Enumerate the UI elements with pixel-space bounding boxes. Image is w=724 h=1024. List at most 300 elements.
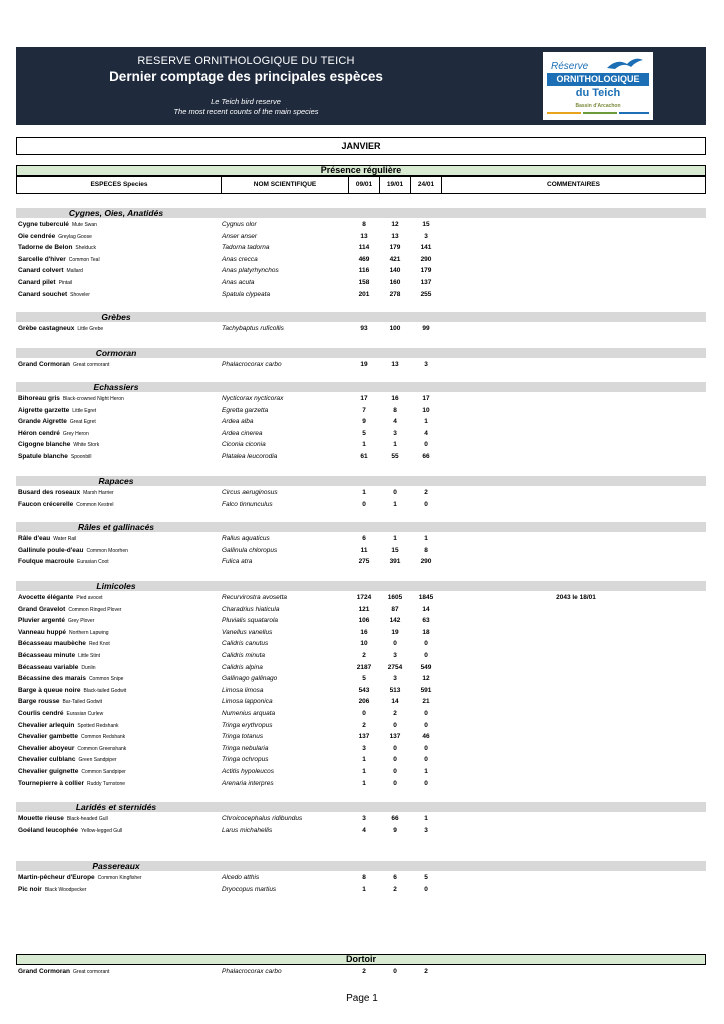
scientific-name: Actitis hypoleucos xyxy=(222,768,275,775)
count-date-3: 5 xyxy=(424,874,428,881)
species-french: Oie cendrée xyxy=(18,232,56,240)
count-date-1: 1 xyxy=(362,885,366,893)
count-date-3: 549 xyxy=(420,663,432,671)
count-date-2: 66 xyxy=(391,815,399,822)
page-number: Page 1 xyxy=(346,993,378,1004)
table-row xyxy=(16,359,706,370)
count-date-1: 11 xyxy=(360,546,368,554)
count-date-2: 1 xyxy=(393,535,397,542)
count-date-3: 0 xyxy=(424,721,428,729)
count-date-3: 17 xyxy=(422,395,430,402)
species-english: Common Redshank xyxy=(80,734,126,741)
category-header xyxy=(16,348,706,358)
scientific-name: Tringa erythropus xyxy=(222,721,273,729)
count-date-3: 0 xyxy=(424,885,428,893)
species-name xyxy=(18,825,122,837)
species-english: Common Kestrel xyxy=(76,501,114,508)
species-english: Green Sandpiper xyxy=(78,757,117,764)
species-name xyxy=(18,265,83,277)
count-date-2: 1 xyxy=(393,441,397,449)
column-date-1: 09/01 xyxy=(349,177,380,193)
scientific-name: Platalea leucorodia xyxy=(222,453,278,460)
count-date-3: 3 xyxy=(424,826,428,834)
species-name xyxy=(18,673,123,685)
species-name xyxy=(18,416,96,428)
table-row xyxy=(16,439,706,450)
species-french: Tadorne de Belon xyxy=(18,244,73,252)
scientific-name: Ciconia ciconia xyxy=(222,441,266,449)
species-english: Grey Plover xyxy=(67,618,95,625)
species-name xyxy=(18,393,124,405)
species-name xyxy=(18,696,102,708)
count-date-1: 114 xyxy=(358,244,370,252)
count-date-3: 0 xyxy=(424,500,428,508)
species-english: Black-headed Gull xyxy=(66,816,108,822)
species-name xyxy=(18,545,128,557)
species-name xyxy=(18,627,109,639)
scientific-name: Fulica atra xyxy=(222,558,253,566)
species-english: Black-tailed Godwit xyxy=(83,687,127,694)
scientific-name: Calidris minuta xyxy=(222,652,265,659)
count-date-2: 0 xyxy=(393,968,397,975)
species-name xyxy=(18,754,117,766)
category-name: Laridés et sternidés xyxy=(75,802,157,812)
species-english: Black-crowned Night Heron xyxy=(62,396,124,402)
species-english: Mute Swan xyxy=(71,222,97,228)
count-date-1: 1 xyxy=(362,489,366,496)
count-date-2: 3 xyxy=(393,429,397,437)
count-date-2: 100 xyxy=(389,325,401,332)
count-date-1: 2187 xyxy=(356,663,372,671)
species-french: Grèbe castagneux xyxy=(18,325,75,332)
species-name xyxy=(18,219,97,231)
count-date-3: 2 xyxy=(424,968,428,975)
count-date-1: 1 xyxy=(362,756,366,764)
species-french: Héron cendré xyxy=(18,429,60,437)
count-date-2: 278 xyxy=(389,290,401,298)
species-french: Grand Gravelot xyxy=(18,605,66,613)
species-french: Chevalier aboyeur xyxy=(18,744,75,752)
table-row xyxy=(16,416,706,427)
count-date-3: 141 xyxy=(420,244,432,252)
table-row xyxy=(16,265,706,276)
count-date-1: 1 xyxy=(362,768,366,775)
species-name xyxy=(18,405,96,417)
logo-stripe xyxy=(547,112,581,114)
species-english: Little Grebe xyxy=(77,326,104,332)
table-row xyxy=(16,428,706,439)
species-english: Spoonbill xyxy=(70,454,92,460)
category-name: Rapaces xyxy=(98,476,134,486)
table-row xyxy=(16,778,706,789)
scientific-name: Tringa nebularia xyxy=(222,744,269,752)
count-date-2: 160 xyxy=(389,279,401,286)
column-scientific: NOM SCIENTIFIQUE xyxy=(222,177,349,193)
count-date-2: 16 xyxy=(391,395,399,402)
header-banner xyxy=(16,47,706,125)
scientific-name: Rallus aquaticus xyxy=(222,535,270,542)
scientific-name: Egretta garzetta xyxy=(222,406,269,414)
species-french: Cigogne blanche xyxy=(18,441,71,449)
species-french: Tournepierre à collier xyxy=(18,779,84,787)
scientific-name: Gallinago gallinago xyxy=(222,675,278,683)
species-french: Pluvier argenté xyxy=(18,617,65,625)
table-row xyxy=(16,872,706,883)
scientific-name: Arenaria interpres xyxy=(222,779,274,787)
count-date-1: 13 xyxy=(360,232,368,240)
count-date-2: 0 xyxy=(393,768,397,775)
count-date-1: 137 xyxy=(358,733,370,741)
count-date-1: 2 xyxy=(362,652,366,659)
table-row xyxy=(16,813,706,824)
scientific-name: Anas platyrhynchos xyxy=(222,267,279,275)
category-name: Grèbes xyxy=(101,312,131,322)
count-date-1: 543 xyxy=(358,686,370,694)
scientific-name: Gallinula chloropus xyxy=(222,546,278,554)
count-date-3: 99 xyxy=(422,325,430,332)
species-english: Little Egret xyxy=(72,407,97,414)
scientific-name: Phalacrocorax carbo xyxy=(222,968,282,975)
count-date-1: 158 xyxy=(358,279,370,286)
species-name xyxy=(18,650,100,662)
count-date-1: 469 xyxy=(358,255,370,263)
table-row xyxy=(16,277,706,288)
count-date-1: 1 xyxy=(362,441,366,449)
species-french: Canard pilet xyxy=(18,279,56,286)
species-english: Little Stint xyxy=(78,653,101,659)
column-date-3: 24/01 xyxy=(411,177,442,193)
scientific-name: Phalacrocorax carbo xyxy=(222,361,282,368)
scientific-name: Numenius arquata xyxy=(222,710,276,717)
count-date-1: 7 xyxy=(362,406,366,414)
species-english: Common Snipe xyxy=(88,676,124,683)
column-species: ESPECES Species xyxy=(17,177,222,193)
table-row xyxy=(16,242,706,253)
scientific-name: Vanellus vanellus xyxy=(222,628,273,636)
table-row xyxy=(16,627,706,638)
count-date-2: 0 xyxy=(393,721,397,729)
count-date-1: 116 xyxy=(358,267,370,275)
species-french: Bihoreau gris xyxy=(18,395,60,402)
table-row xyxy=(16,323,706,334)
count-date-2: 14 xyxy=(391,698,399,706)
category-header xyxy=(16,312,706,322)
table-row xyxy=(16,743,706,754)
count-date-3: 0 xyxy=(424,779,428,787)
reserve-logo xyxy=(543,52,653,120)
species-english: Great cormorant xyxy=(73,362,110,368)
species-english: Water Rail xyxy=(53,536,77,542)
count-date-2: 0 xyxy=(393,756,397,764)
document-title: Dernier comptage des principales espèces xyxy=(109,69,383,84)
species-english: Bar-Tailed Godwit xyxy=(62,699,103,706)
bird-logo-icon xyxy=(605,56,645,72)
count-date-1: 16 xyxy=(360,628,368,636)
count-date-2: 0 xyxy=(393,640,397,648)
table-row xyxy=(16,766,706,777)
count-date-1: 1724 xyxy=(356,594,372,601)
species-name xyxy=(18,359,109,371)
count-date-2: 19 xyxy=(391,628,399,636)
scientific-name: Spatula clypeata xyxy=(222,290,271,298)
species-name xyxy=(18,638,110,650)
logo-stripe xyxy=(583,112,617,114)
species-english: Mallard xyxy=(66,268,83,275)
count-date-2: 179 xyxy=(389,244,401,252)
category-name: Cygnes, Oies, Anatidés xyxy=(68,208,164,218)
category-header xyxy=(16,208,706,218)
table-row xyxy=(16,708,706,719)
species-french: Bécasseau variable xyxy=(18,663,79,671)
count-date-3: 1 xyxy=(424,768,428,775)
english-subtitle: Le Teich bird reserve xyxy=(211,97,281,106)
table-row xyxy=(16,487,706,498)
count-date-2: 9 xyxy=(393,826,397,834)
species-english: Grey Heron xyxy=(62,430,89,437)
count-date-3: 0 xyxy=(424,441,428,449)
species-english: Red Knot xyxy=(88,641,110,648)
count-date-3: 15 xyxy=(422,221,430,228)
species-english: Common Moorhen xyxy=(86,547,128,554)
count-date-3: 1 xyxy=(424,418,428,426)
count-date-1: 93 xyxy=(360,325,368,332)
species-french: Faucon crécerelle xyxy=(18,500,74,508)
table-row xyxy=(16,650,706,661)
table-row xyxy=(16,825,706,836)
logo-line-4: Bassin d'Arcachon xyxy=(575,103,621,109)
count-date-3: 63 xyxy=(422,617,430,625)
species-english: Marsh Harrier xyxy=(83,490,114,496)
species-name xyxy=(18,254,100,266)
scientific-name: Charadrius hiaticula xyxy=(222,605,280,613)
species-name xyxy=(18,743,126,755)
species-english: Pintail xyxy=(58,280,73,286)
species-french: Bécassine des marais xyxy=(18,675,86,683)
species-english: Spotted Redshank xyxy=(77,722,119,729)
count-date-1: 4 xyxy=(362,826,366,834)
count-date-1: 106 xyxy=(358,617,370,625)
count-date-3: 66 xyxy=(422,453,430,460)
species-english: Ruddy Turnstone xyxy=(86,780,126,787)
scientific-name: Limosa lapponica xyxy=(222,698,273,706)
logo-line-2: ORNITHOLOGIQUE xyxy=(547,73,649,86)
species-name xyxy=(18,615,94,627)
count-date-2: 15 xyxy=(391,546,399,554)
species-french: Gallinule poule-d'eau xyxy=(18,546,84,554)
count-date-1: 19 xyxy=(360,361,368,368)
count-date-2: 6 xyxy=(393,874,397,881)
species-name xyxy=(18,242,96,254)
table-row xyxy=(16,556,706,567)
table-row xyxy=(16,662,706,673)
table-row xyxy=(16,393,706,404)
scientific-name: Tringa ochropus xyxy=(222,756,269,764)
species-english: Dunlin xyxy=(81,664,96,671)
table-row xyxy=(16,685,706,696)
count-date-1: 5 xyxy=(362,675,366,683)
table-row xyxy=(16,254,706,265)
table-row xyxy=(16,638,706,649)
species-name xyxy=(18,813,108,825)
count-date-1: 0 xyxy=(362,500,366,508)
scientific-name: Tringa totanus xyxy=(222,733,264,741)
count-date-3: 2 xyxy=(424,489,428,496)
scientific-name: Anser anser xyxy=(222,232,258,240)
count-date-2: 87 xyxy=(391,605,399,613)
species-name xyxy=(18,884,86,896)
count-date-2: 137 xyxy=(389,733,401,741)
scientific-name: Tadorna tadorna xyxy=(222,244,270,252)
count-date-3: 46 xyxy=(422,733,430,741)
logo-line-1: Réserve xyxy=(551,61,589,72)
table-row xyxy=(16,884,706,895)
table-row xyxy=(16,673,706,684)
species-french: Chevalier guignette xyxy=(18,768,79,775)
table-row xyxy=(16,219,706,230)
species-name xyxy=(18,451,91,463)
species-name xyxy=(18,872,142,884)
scientific-name: Ardea cinerea xyxy=(222,429,263,437)
count-date-3: 8 xyxy=(424,546,428,554)
count-date-2: 8 xyxy=(393,406,397,414)
species-english: Shelduck xyxy=(75,245,96,252)
count-date-3: 179 xyxy=(420,267,432,275)
species-french: Bécasseau minute xyxy=(18,652,76,659)
species-name xyxy=(18,556,109,568)
category-name: Cormoran xyxy=(95,348,137,358)
species-english: Black Woodpecker xyxy=(44,886,87,893)
table-row xyxy=(16,499,706,510)
category-name: Passereaux xyxy=(92,861,140,871)
count-date-2: 140 xyxy=(389,267,401,275)
species-english: Common Kingfisher xyxy=(97,875,142,881)
species-english: Northern Lapwing xyxy=(69,629,109,636)
table-row xyxy=(16,754,706,765)
count-date-2: 1 xyxy=(393,500,397,508)
table-row xyxy=(16,592,706,603)
species-english: Pied avocet xyxy=(76,595,103,601)
count-date-3: 1 xyxy=(424,815,428,822)
scientific-name: Calidris canutus xyxy=(222,640,269,648)
scientific-name: Nycticorax nycticorax xyxy=(222,395,284,402)
species-name xyxy=(18,428,89,440)
count-date-1: 8 xyxy=(362,874,366,881)
species-french: Goéland leucophée xyxy=(18,826,78,834)
table-row xyxy=(16,533,706,544)
species-name xyxy=(18,731,125,743)
count-date-2: 391 xyxy=(389,558,401,566)
species-french: Grand Cormoran xyxy=(18,968,71,975)
species-french: Chevalier arlequin xyxy=(18,721,75,729)
species-french: Barge à queue noire xyxy=(18,686,81,694)
species-french: Foulque macroule xyxy=(18,558,74,566)
table-column-header xyxy=(16,176,706,194)
count-date-3: 3 xyxy=(424,361,428,368)
column-comments: COMMENTAIRES xyxy=(547,181,600,188)
count-date-3: 4 xyxy=(424,429,428,437)
count-date-2: 2 xyxy=(393,885,397,893)
species-french: Bécasseau maubèche xyxy=(18,640,86,648)
count-date-3: 10 xyxy=(422,406,430,414)
species-french: Vanneau huppé xyxy=(18,628,67,636)
species-name xyxy=(18,685,126,697)
species-french: Mouette rieuse xyxy=(18,815,64,822)
species-name xyxy=(18,231,92,243)
species-english: Great Egret xyxy=(69,419,96,426)
species-english: Eurasian Coot xyxy=(76,559,109,566)
table-row xyxy=(16,696,706,707)
count-date-1: 2 xyxy=(362,968,366,975)
species-english: Common Ringed Plover xyxy=(68,606,122,613)
category-header xyxy=(16,476,706,486)
count-date-1: 9 xyxy=(362,418,366,426)
count-date-2: 55 xyxy=(391,453,399,460)
count-date-2: 2 xyxy=(393,710,397,717)
species-name xyxy=(18,604,121,616)
species-french: Barge rousse xyxy=(18,698,60,706)
count-date-1: 6 xyxy=(362,535,366,542)
count-date-2: 0 xyxy=(393,744,397,752)
section-roost-header: Dortoir xyxy=(16,954,706,965)
count-date-1: 10 xyxy=(360,640,368,648)
species-french: Busard des roseaux xyxy=(18,489,81,496)
species-french: Canard colvert xyxy=(18,267,64,275)
category-header xyxy=(16,802,706,812)
count-date-2: 0 xyxy=(393,779,397,787)
species-name xyxy=(18,533,76,545)
count-date-3: 12 xyxy=(422,675,430,683)
species-name xyxy=(18,289,90,301)
scientific-name: Ardea alba xyxy=(222,418,254,426)
category-name: Râles et gallinacés xyxy=(77,522,155,532)
species-french: Canard souchet xyxy=(18,290,68,298)
species-name xyxy=(18,439,99,451)
count-date-2: 12 xyxy=(391,221,399,228)
count-date-1: 8 xyxy=(362,221,366,228)
scientific-name: Circus aeruginosus xyxy=(222,489,278,496)
species-name xyxy=(18,323,103,335)
count-date-1: 275 xyxy=(358,558,370,566)
species-name xyxy=(18,499,114,511)
scientific-name: Anas crecca xyxy=(222,255,258,263)
count-date-1: 121 xyxy=(358,605,370,613)
species-name xyxy=(18,720,119,732)
count-date-2: 0 xyxy=(393,489,397,496)
count-date-2: 3 xyxy=(393,675,397,683)
species-french: Avocette élégante xyxy=(18,594,74,601)
species-french: Spatule blanche xyxy=(18,453,68,460)
species-name xyxy=(18,662,96,674)
count-date-3: 0 xyxy=(424,652,428,659)
count-date-3: 3 xyxy=(424,232,428,240)
scientific-name: Falco tinnunculus xyxy=(222,500,273,508)
table-row xyxy=(16,405,706,416)
category-header xyxy=(16,861,706,871)
section-regular-header: Présence régulière xyxy=(16,165,706,176)
count-date-1: 17 xyxy=(360,395,368,402)
count-date-1: 3 xyxy=(362,744,366,752)
count-date-2: 1605 xyxy=(387,594,403,601)
count-date-2: 142 xyxy=(389,617,401,625)
scientific-name: Alcedo atthis xyxy=(222,874,260,881)
species-french: Grand Cormoran xyxy=(18,361,71,368)
count-date-1: 2 xyxy=(362,721,366,729)
species-english: Common Teal xyxy=(68,256,100,263)
count-date-3: 0 xyxy=(424,710,428,717)
species-french: Sarcelle d'hiver xyxy=(18,255,66,263)
species-name xyxy=(18,708,103,720)
logo-line-3: du Teich xyxy=(575,87,621,99)
